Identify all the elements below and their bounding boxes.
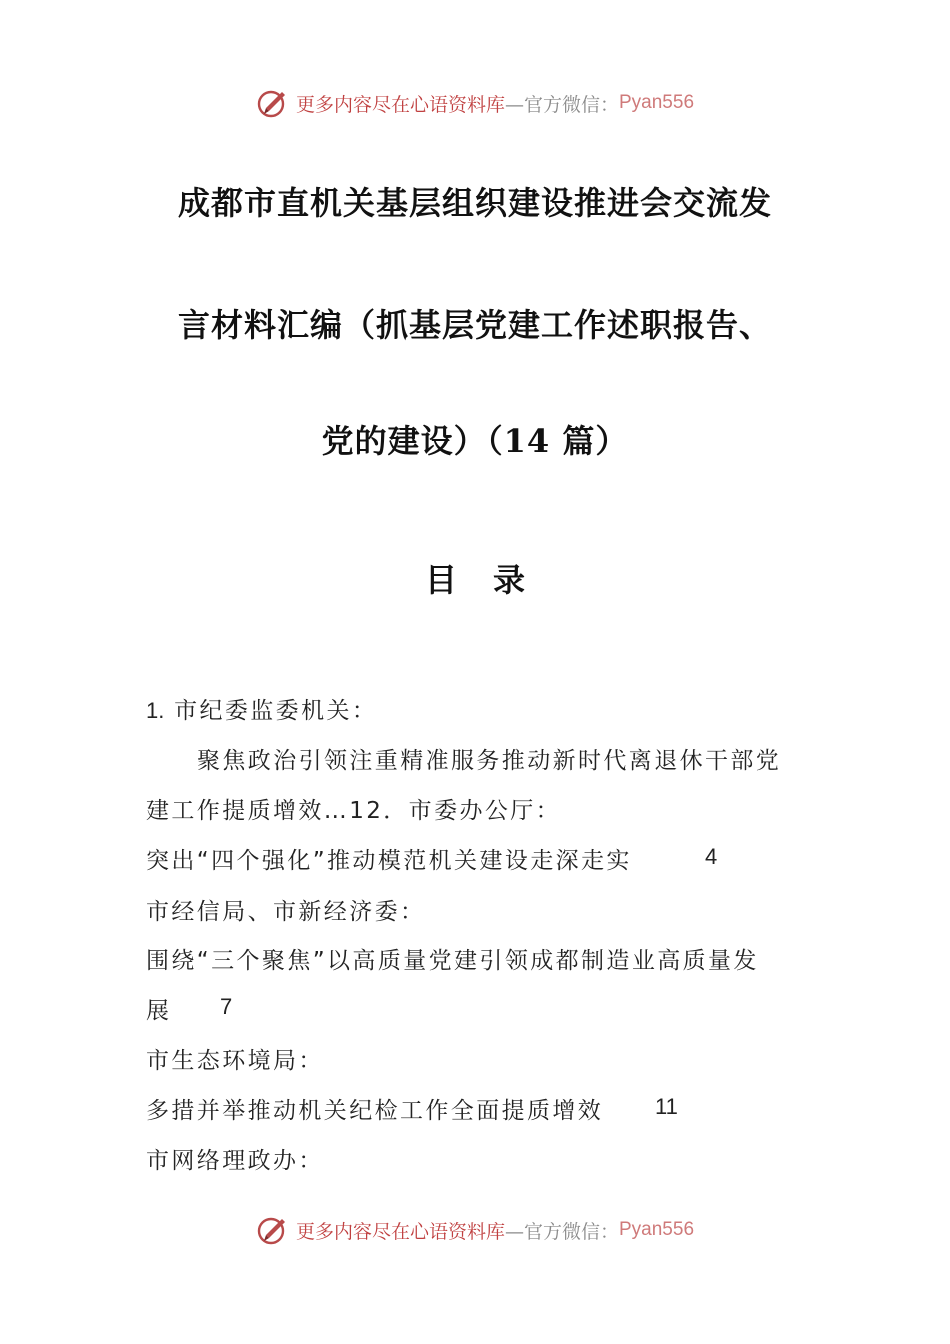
toc-page-number: 7 [220,994,233,1019]
watermark-wechat-id: Pyan556 [619,92,695,113]
toc-line [146,692,377,725]
pen-logo-icon [256,86,290,120]
toc-line: 市生态环境局： [146,1048,324,1074]
document-title-line-2: 言材料汇编（抓基层党建工作述职报告、 [177,306,772,344]
pen-logo-icon [256,1213,290,1247]
toc-line: 建工作提质增效…12．市委办公厅： [146,798,562,824]
toc-line: 围绕“三个聚焦”以高质量党建引领成都制造业高质量发 [146,948,759,974]
watermark-label-text: —官方微信： [504,1220,619,1243]
watermark-site-text: 更多内容尽在心语资料库 [295,93,505,116]
toc-line: 多措并举推动机关纪检工作全面提质增效 [146,1098,604,1124]
toc-number: 1. [146,698,165,723]
toc-line: 突出“四个强化”推动模范机关建设走深走实 [146,848,632,874]
document-title-line-1: 成都市直机关基层组织建设推进会交流发 [177,184,772,222]
header-watermark [0,83,950,123]
watermark-site-text: 更多内容尽在心语资料库 [295,1220,505,1243]
document-title-line-3: 党的建设）（14 篇） [321,422,629,460]
toc-line: 市网络理政办： [146,1148,324,1174]
toc-line: 聚焦政治引领注重精准服务推动新时代离退休干部党 [197,748,782,774]
toc-text: 市纪委监委机关： [174,698,378,724]
toc-line: 市经信局、市新经济委： [146,899,426,925]
footer-watermark [0,1210,950,1250]
toc-page-number: 11 [655,1094,678,1119]
watermark-label-text: —官方微信： [504,93,619,116]
toc-line: 展 [146,998,172,1024]
toc-page-number: 4 [705,844,718,869]
toc-heading: 目录 [424,561,561,599]
watermark-wechat-id: Pyan556 [619,1219,695,1240]
